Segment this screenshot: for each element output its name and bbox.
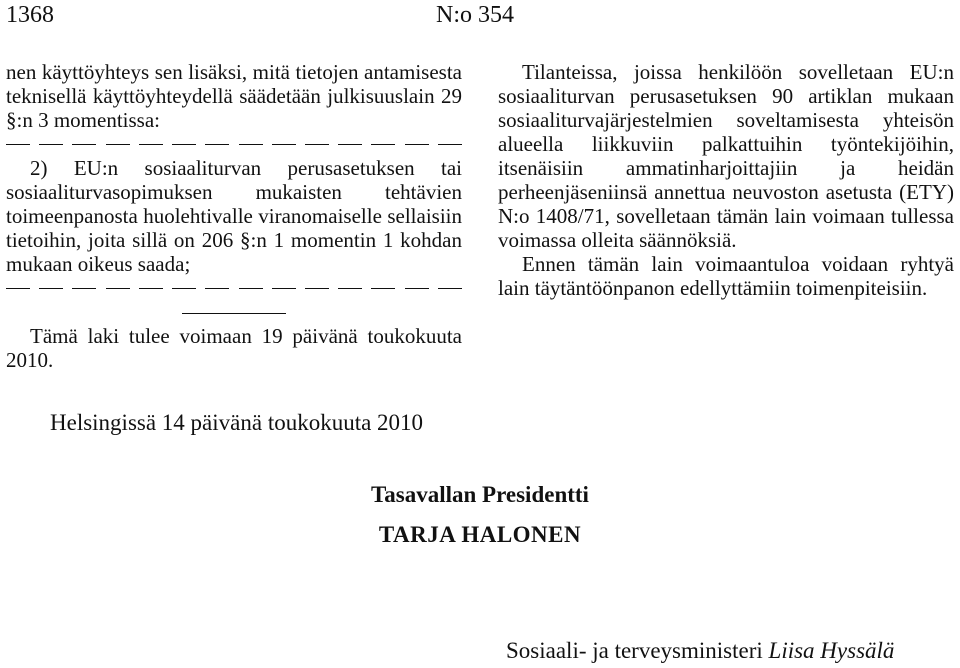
- right-column: [498, 60, 954, 300]
- entry-into-force-paragraph: Tämä laki tulee voimaan 19 päivänä toukokuuta 2010.: [6, 324, 462, 372]
- section-rule: [6, 300, 462, 324]
- omission-dashes: [6, 276, 462, 300]
- transitional-paragraph: Tilanteissa, joissa henkilöön sovelletaan EU:n sosiaaliturvan perusasetuksen 90 artiklan mukaan sosiaaliturvajärjestelmien soveltamisesta yhteisön alueella liikkuviin palkattuihin työntekijöihin, itsenäisiin ammatinharjoittajiin ja heidän perheenjäseniinsä annettua neuvoston asetusta (ETY) N:o 1408/71, sovelletaan tämän lain voimaan tullessa voimassa olleita säännöksiä.: [498, 60, 954, 252]
- omission-dashes: [6, 132, 462, 156]
- minister-signature: [506, 636, 894, 666]
- page-number: 1368: [6, 2, 54, 28]
- minister-title: Sosiaali- ja terveysministeri: [506, 638, 763, 663]
- implementation-paragraph: Ennen tämän lain voimaantuloa voidaan ryhtyä lain täytäntöönpanon edellyttämiin toimenpiteisiin.: [498, 252, 954, 300]
- president-title: Tasavallan Presidentti: [371, 482, 589, 507]
- president-name: TARJA HALONEN: [378, 522, 582, 547]
- minister-name: Liisa Hyssälä: [768, 638, 895, 663]
- left-column: [6, 60, 462, 372]
- place-and-date: Helsingissä 14 päivänä toukokuuta 2010: [50, 410, 424, 435]
- item-2-paragraph: 2) EU:n sosiaaliturvan perusasetuksen tai sosiaaliturvasopimuksen mukaisten tehtävien toimeenpanosta huolehtivalle viranomaiselle sellaisiin tietoihin, joita sillä on 206 §:n 1 momentin 1 kohdan mukaan oikeus saada;: [6, 156, 462, 276]
- intro-paragraph: nen käyttöyhteys sen lisäksi, mitä tietojen antamisesta teknisellä käyttöyhteydellä säädetään julkisuuslain 29 §:n 3 momentissa:: [6, 60, 462, 132]
- document-number: N:o 354: [436, 2, 514, 28]
